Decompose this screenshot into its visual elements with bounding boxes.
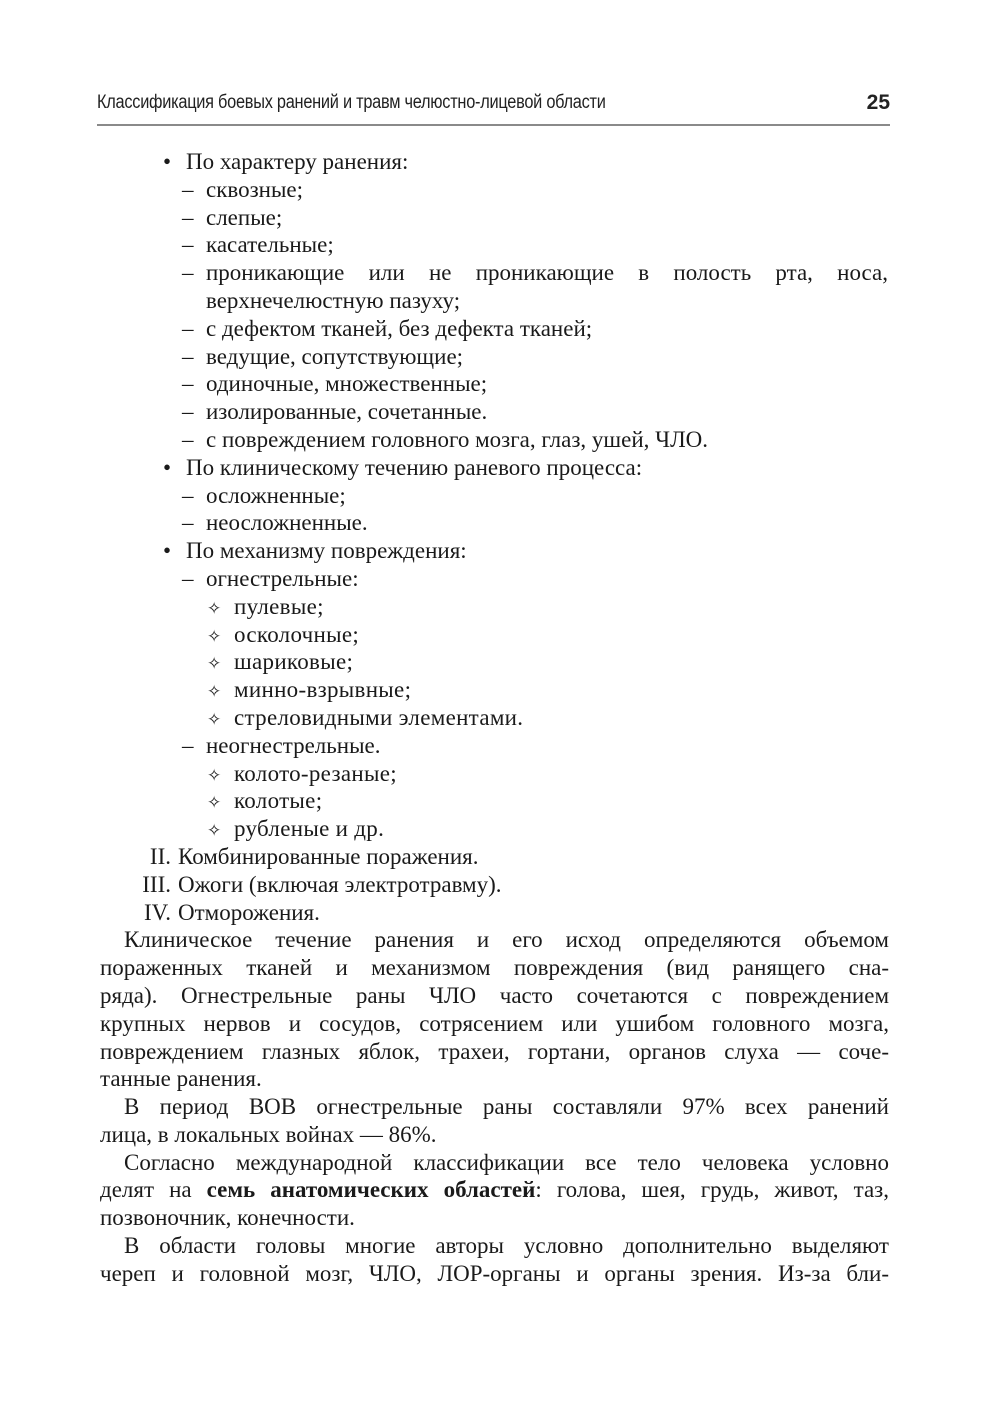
roman-numeral: III. [142, 871, 171, 897]
paragraph-line: пораженных тканей и механизмом повреждения (вид ранящего сна- [100, 955, 889, 981]
sub-list-item: ✧ осколочные; [124, 621, 888, 649]
star-icon: ✧ [207, 709, 222, 729]
paragraph-line: Согласно международной классификации все тело человека условно [124, 1149, 889, 1175]
paragraph-line: В период ВОВ огнестрельные раны составляли 97% всех ранений [124, 1094, 889, 1120]
sub-list-item: ✧ рубленые и др. [124, 815, 888, 843]
star-icon: ✧ [207, 598, 222, 618]
paragraph-line: крупных нервов и сосудов, сотрясением или ушибом головного мозга, [100, 1010, 889, 1036]
list-heading: • По клиническому течению раневого процесса: [163, 454, 643, 480]
emphasis-text: семь анатомических областей [206, 1177, 536, 1203]
page-number: 25 [866, 91, 890, 114]
paragraph-line: делят на семь анатомических областей: голова, шея, грудь, живот, таз, [100, 1177, 889, 1203]
bullet-icon: • [163, 454, 172, 480]
star-icon: ✧ [207, 626, 222, 646]
sub-list-item: ✧ колотые; [124, 787, 888, 815]
numbered-item: III. Ожоги (включая электротравму). [142, 871, 502, 897]
dash-icon: – [182, 565, 194, 591]
list-item: – ведущие, сопутствующие; [182, 343, 464, 369]
paragraph [100, 926, 889, 1093]
paragraph-line: лица, в локальных войнах — 86%. [100, 1121, 437, 1147]
paragraph-line: ряда). Огнестрельные раны ЧЛО часто сочетаются с повреждением [100, 982, 889, 1008]
paragraph [100, 1232, 889, 1288]
list-item: – с дефектом тканей, без дефекта тканей; [182, 315, 593, 341]
paragraph [100, 1149, 889, 1232]
list-item: – осложненные; [182, 482, 346, 508]
list-item: – слепые; [182, 204, 283, 230]
dash-icon: – [182, 510, 194, 536]
dash-icon: – [182, 176, 194, 202]
dash-icon: – [182, 315, 194, 341]
bullet-icon: • [163, 538, 172, 564]
dash-icon: – [182, 260, 194, 286]
running-header [97, 88, 890, 126]
list-heading: • По характеру ранения: [163, 149, 409, 174]
dash-icon: – [182, 482, 194, 508]
bullet-icon: • [163, 149, 172, 174]
list-item: – одиночные, множественные; [182, 371, 488, 397]
numbered-item: IV. Отморожения. [143, 899, 320, 925]
list-heading: • По механизму повреждения: [163, 538, 467, 564]
sub-list-item: ✧ шариковые; [124, 648, 888, 676]
sub-list-item: ✧ колото-резаные; [124, 760, 888, 788]
dash-icon: – [182, 232, 194, 258]
star-icon: ✧ [207, 682, 222, 702]
roman-numeral: II. [149, 843, 171, 869]
dash-icon: – [182, 343, 194, 369]
sub-list-item: ✧ пулевые; [124, 593, 888, 621]
list-item: – огнестрельные: [182, 565, 359, 591]
paragraph [100, 1093, 889, 1149]
roman-numeral: IV. [143, 899, 171, 925]
list-item: – неогнестрельные. [182, 732, 381, 758]
list-item: – сквозные; [182, 176, 304, 202]
dash-icon: – [182, 399, 194, 425]
list-item: – неосложненные. [182, 510, 368, 536]
paragraph-line: повреждением глазных яблок, трахеи, гортани, органов слуха — соче- [100, 1038, 889, 1064]
star-icon: ✧ [207, 765, 222, 785]
list-item-continuation: верхнечелюстную пазуху; [206, 287, 461, 313]
list-item: – проникающие или не проникающие в полость рта, носа, [182, 260, 888, 286]
sub-list-item: ✧ стреловидными элементами. [124, 704, 888, 732]
paragraph-line: В области головы многие авторы условно дополнительно выделяют [124, 1233, 889, 1259]
paragraph-line: череп и головной мозг, ЧЛО, ЛОР-органы и органы зрения. Из-за бли- [100, 1260, 889, 1286]
star-icon: ✧ [207, 654, 222, 674]
list-item: – касательные; [182, 232, 334, 258]
paragraph-line: Клиническое течение ранения и его исход определяются объемом [124, 927, 889, 953]
list-item: – с повреждением головного мозга, глаз, ушей, ЧЛО. [182, 426, 709, 452]
dash-icon: – [182, 371, 194, 397]
sub-list-item: ✧ минно-взрывные; [124, 676, 888, 704]
page-body [100, 148, 889, 1288]
paragraph-line: танные ранения. [100, 1066, 262, 1092]
dash-icon: – [182, 732, 194, 758]
dash-icon: – [182, 426, 194, 452]
dash-icon: – [182, 204, 194, 230]
star-icon: ✧ [207, 793, 222, 813]
running-title: Классификация боевых ранений и травм челюстно-лицевой области [97, 92, 606, 113]
paragraph-line: позвоночник, конечности. [100, 1205, 355, 1231]
star-icon: ✧ [207, 821, 222, 841]
numbered-item: II. Комбинированные поражения. [149, 843, 479, 869]
list-item: – изолированные, сочетанные. [182, 399, 488, 425]
